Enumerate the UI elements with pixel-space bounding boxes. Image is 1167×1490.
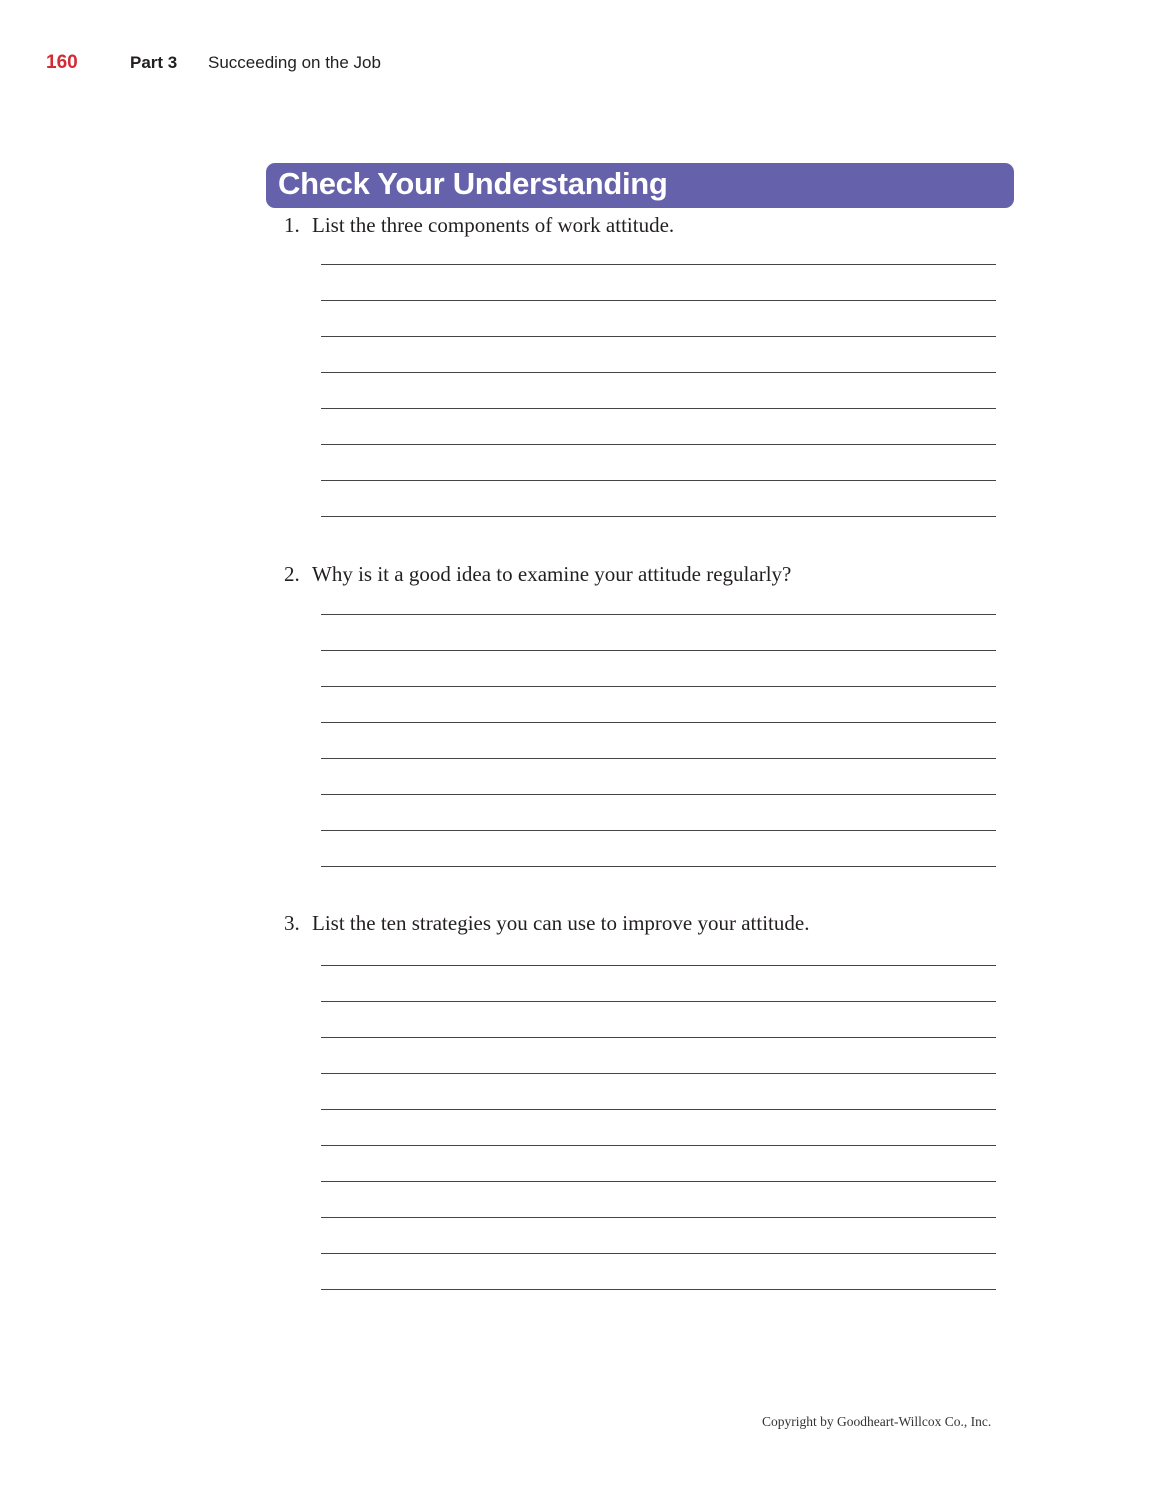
answer-line[interactable] <box>321 1217 996 1218</box>
answer-line[interactable] <box>321 1289 996 1290</box>
section-title: Check Your Understanding <box>278 166 668 201</box>
running-head <box>46 52 381 74</box>
chapter-title: Succeeding on the Job <box>208 53 381 72</box>
answer-line[interactable] <box>321 1181 996 1182</box>
answer-line[interactable] <box>321 830 996 831</box>
question-number: 3. <box>284 911 300 935</box>
question-text: Why is it a good idea to examine your attitude regularly? <box>312 562 792 586</box>
answer-line[interactable] <box>321 1037 996 1038</box>
answer-line[interactable] <box>321 866 996 867</box>
answer-line[interactable] <box>321 722 996 723</box>
answer-line[interactable] <box>321 372 996 373</box>
answer-line[interactable] <box>321 794 996 795</box>
part-label: Part 3 <box>130 53 178 72</box>
section-banner <box>266 163 1014 208</box>
question-number: 1. <box>284 213 300 237</box>
answer-line[interactable] <box>321 758 996 759</box>
answer-line[interactable] <box>321 336 996 337</box>
question-number: 2. <box>284 562 300 586</box>
answer-line[interactable] <box>321 650 996 651</box>
answer-line[interactable] <box>321 1109 996 1110</box>
question-1 <box>284 213 674 238</box>
question-text: List the three components of work attitude. <box>312 213 675 237</box>
answer-line[interactable] <box>321 300 996 301</box>
question-3 <box>284 911 809 936</box>
answer-line[interactable] <box>321 1001 996 1002</box>
page-number: 160 <box>46 52 78 73</box>
answer-line[interactable] <box>321 516 996 517</box>
answer-line[interactable] <box>321 264 996 265</box>
answer-line[interactable] <box>321 965 996 966</box>
answer-line[interactable] <box>321 1145 996 1146</box>
answer-line[interactable] <box>321 480 996 481</box>
answer-line[interactable] <box>321 1073 996 1074</box>
answer-line[interactable] <box>321 686 996 687</box>
copyright-notice: Copyright by Goodheart-Willcox Co., Inc. <box>762 1414 992 1429</box>
question-2 <box>284 562 791 587</box>
answer-line[interactable] <box>321 1253 996 1254</box>
answer-line[interactable] <box>321 408 996 409</box>
question-text: List the ten strategies you can use to improve your attitude. <box>312 911 810 935</box>
answer-line[interactable] <box>321 444 996 445</box>
answer-line[interactable] <box>321 614 996 615</box>
